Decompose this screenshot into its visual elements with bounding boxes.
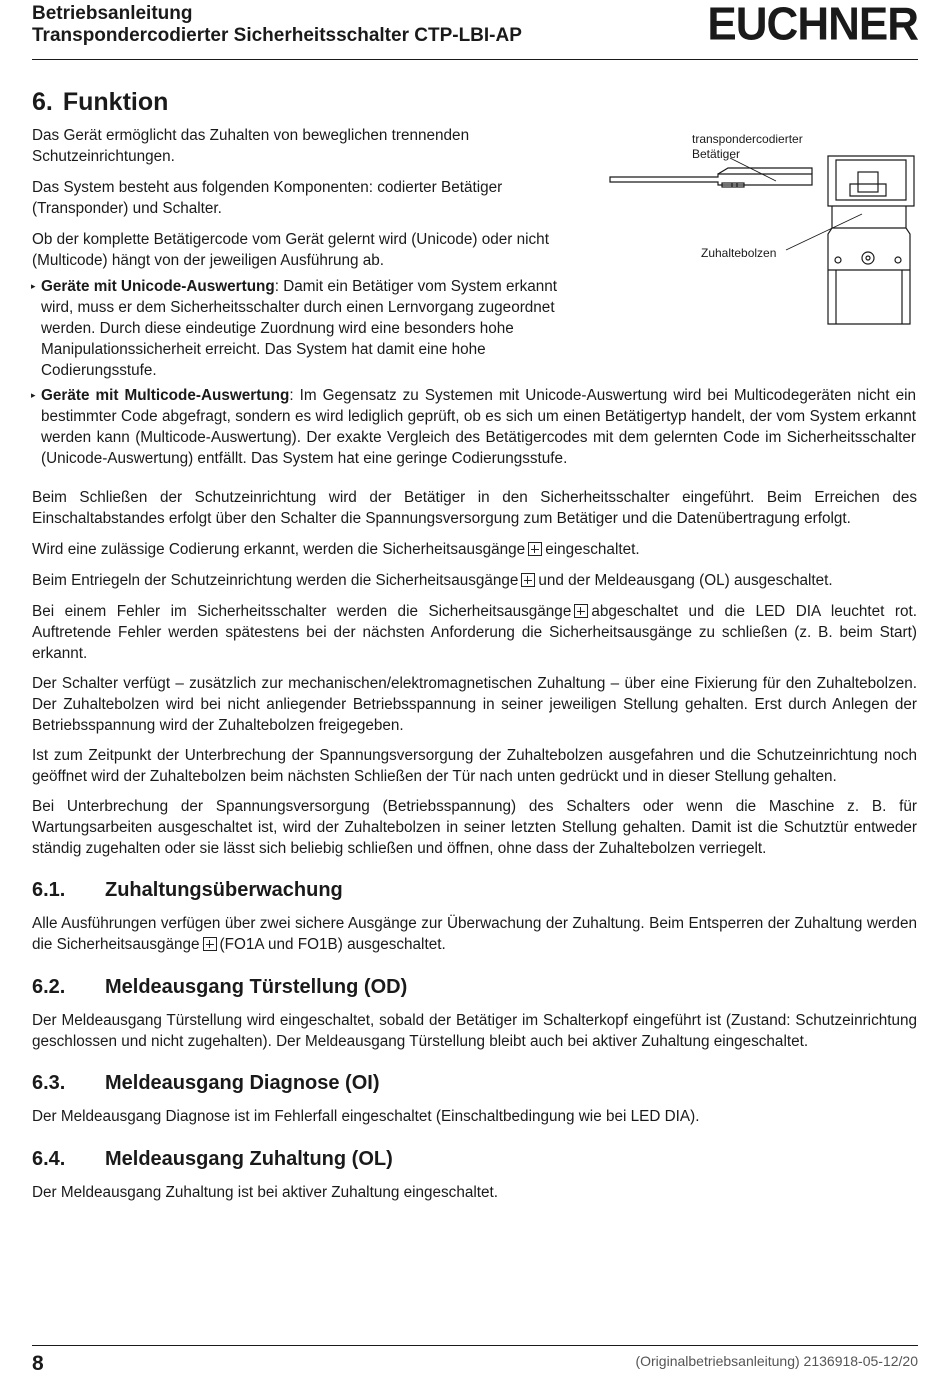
document-reference: (Originalbetriebsanleitung) 2136918-05-12/20 [635, 1353, 918, 1369]
section-6-1-heading [32, 879, 343, 902]
page-number: 8 [32, 1352, 44, 1375]
section-6-4-heading [32, 1148, 393, 1171]
section-number: 6.4. [32, 1148, 66, 1170]
document-header [32, 3, 522, 47]
label-line: Betätiger [692, 147, 741, 161]
text: Wird eine zulässige Codierung erkannt, werden die Sicherheitsausgänge [32, 541, 526, 558]
section-title: Funktion [62, 88, 169, 116]
bullet-unicode [32, 276, 589, 381]
text: Alle Ausführungen verfügen über zwei sichere Ausgänge zur Überwachung der Zuhaltung. Beim Entsperren der Zuhaltung werden die Sicherheitsausgänge [32, 915, 917, 953]
paragraph: Beim Schließen der Schutzeinrichtung wird der Betätiger in den Sicherheitsschalter eingeführt. Beim Erreichen des Einschaltabstandes erfolgt über den Schalter die Spannungsversorgung zum Betätiger und die Datenübertragung erfolgt. [32, 489, 917, 527]
section-number: 6.3. [32, 1072, 66, 1094]
section-number: 6.2. [32, 976, 66, 998]
paragraph-unlock [32, 570, 917, 591]
section-number: 6. [32, 88, 53, 116]
paragraph: Ist zum Zeitpunkt der Unterbrechung der Spannungsversorgung der Zuhaltebolzen ausgefahren und die Schutzeinrichtung noch geöffnet wird der Zuhaltebolzen beim nächsten Schließen der Tür nach unten gedrückt und in dieser Stellung gehalten. [32, 747, 917, 785]
paragraph: Bei Unterbrechung der Spannungsversorgung (Betriebsspannung) des Schalters oder wenn die Maschine z. B. für Wartungsarbeiten ausgeschaltet ist, wird der Zuhaltebolzen in seiner letzten Stellung gehalten. Damit ist die Schutztür entweder ständig zugehalten oder sie lässt sich beliebig schließen und öffnen, ohne dass der Zuhaltebolzen verriegelt. [32, 798, 917, 857]
text: abgeschaltet und die LED DIA leuchtet rot. Auftretende Fehler werden spätestens bei der nächsten Anforderung die Sicherheitsausgänge zu schließen (z. B. beim Start) erkannt. [32, 603, 917, 662]
safety-output-icon [203, 937, 217, 951]
section-6-2-heading [32, 976, 407, 999]
paragraph: Der Meldeausgang Türstellung wird eingeschaltet, sobald der Betätiger im Schalterkopf eingeführt ist (Zustand: Schutzeinrichtung geschlossen und nicht zugehalten). Der Meldeausgang Türstellung bleibt auch bei aktiver Zuhaltung eingeschaltet. [32, 1012, 917, 1050]
section-6-3-heading [32, 1072, 379, 1095]
section-number: 6.1. [32, 879, 66, 901]
safety-output-icon [574, 604, 588, 618]
section-title: Meldeausgang Diagnose (OI) [105, 1072, 380, 1094]
bullet-text: : Damit ein Betätiger vom System erkannt wird, muss er dem Sicherheitsschalter durch einen Lernvorgang zugeordnet werden. Durch diese eindeutige Zuordnung wird eine besonders hohe Manipulationssicherheit erreicht. Das System hat damit eine hohe Codierungsstufe. [41, 278, 557, 379]
bullet-text: : Im Gegensatz zu Systemen mit Unicode-Auswertung wird bei Multicodegeräten nicht ein bestimmter Code abgefragt, sondern es wird lediglich geprüft, ob es sich um einen Betätigertyp handelt, der vom System erkannt werden kann (Multicode-Auswertung). Der exakte Vergleich des Betätigercodes mit dem gelernten Code im Sicherheitsschalter (Unicode-Auswertung) entfällt. Das System hat eine geringe Codierungsstufe. [41, 387, 916, 467]
paragraph: Das Gerät ermöglicht das Zuhalten von beweglichen trennenden Schutzeinrichtungen. [32, 127, 470, 165]
euchner-logo: EUCHNER [707, 0, 918, 51]
safety-output-icon [521, 573, 535, 587]
section-6-heading [32, 88, 168, 117]
bullet-bold: Geräte mit Multicode-Auswertung [41, 387, 290, 404]
safety-output-icon [528, 542, 542, 556]
section-title: Meldeausgang Türstellung (OD) [105, 976, 408, 998]
footer-rule [32, 1345, 918, 1346]
paragraph-6-1 [32, 913, 917, 955]
paragraph: Der Meldeausgang Zuhaltung ist bei aktiver Zuhaltung eingeschaltet. [32, 1184, 498, 1201]
figure-label-bolt: Zuhaltebolzen [701, 246, 777, 260]
section-title: Zuhaltungsüberwachung [105, 879, 343, 901]
paragraph: Das System besteht aus folgenden Komponenten: codierter Betätiger (Transponder) und Schalter. [32, 179, 503, 217]
paragraph-coding [32, 539, 917, 560]
paragraph: Ob der komplette Betätigercode vom Gerät gelernt wird (Unicode) oder nicht (Multicode) hängt von der jeweiligen Ausführung ab. [32, 231, 549, 269]
paragraph: Der Schalter verfügt – zusätzlich zur mechanischen/elektromagnetischen Zuhaltung – über eine Fixierung für den Zuhaltebolzen. Der Zuhaltebolzen wird bei nicht anliegender Betriebsspannung in seiner jeweiligen Stellung gehalten. Erst durch Anlegen der Betriebsspannung wird der Zuhaltebolzen freigegeben. [32, 675, 917, 734]
text: eingeschaltet. [545, 541, 640, 558]
header-rule [32, 59, 918, 60]
paragraph: Der Meldeausgang Diagnose ist im Fehlerfall eingeschaltet (Einschaltbedingung wie bei LED DIA). [32, 1108, 700, 1125]
text: und der Meldeausgang (OL) ausgeschaltet. [538, 572, 833, 589]
label-line: transpondercodierter [692, 132, 803, 146]
header-title-line1: Betriebsanleitung [32, 3, 193, 24]
switch-diagram [600, 128, 920, 338]
text: Beim Entriegeln der Schutzeinrichtung werden die Sicherheitsausgänge [32, 572, 519, 589]
section-title: Meldeausgang Zuhaltung (OL) [105, 1148, 393, 1170]
paragraph-fault [32, 601, 917, 664]
bullet-arrow-icon: ▸ [31, 281, 36, 291]
bullet-multicode [32, 385, 916, 469]
header-title-line2: Transpondercodierter Sicherheitsschalter CTP-LBI-AP [32, 25, 522, 46]
bullet-arrow-icon: ▸ [31, 390, 36, 400]
bullet-bold: Geräte mit Unicode-Auswertung [41, 278, 275, 295]
text: Bei einem Fehler im Sicherheitsschalter werden die Sicherheitsausgänge [32, 603, 572, 620]
text: (FO1A und FO1B) ausgeschaltet. [219, 936, 446, 953]
